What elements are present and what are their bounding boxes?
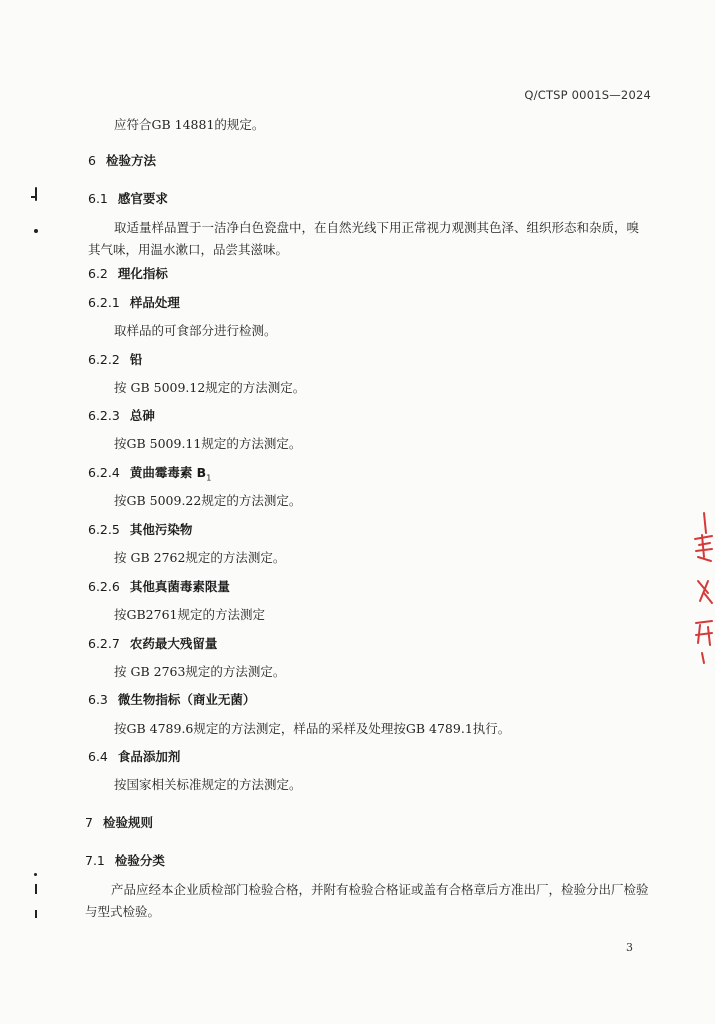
section-number: 7.1 <box>85 853 105 868</box>
binding-mark <box>35 910 37 918</box>
section-6-2-2-heading <box>88 350 142 368</box>
section-number: 6.1 <box>88 191 108 206</box>
section-6-2-heading <box>88 264 168 282</box>
section-6-2-1-heading <box>88 293 180 311</box>
section-title: 黄曲霉毒素 B <box>129 465 207 480</box>
page-number: 3 <box>626 941 633 954</box>
section-title: 农药最大残留量 <box>129 636 218 651</box>
section-6-1-heading <box>88 189 168 207</box>
section-number: 6.2.7 <box>88 636 120 651</box>
section-6-2-3-heading <box>88 406 155 424</box>
paragraph-continuation: 应符合GB 14881的规定。 <box>114 117 265 132</box>
section-number: 6 <box>88 153 96 168</box>
document-code: Q/CTSP 0001S—2024 <box>524 88 651 102</box>
paragraph-inspection-classification: 产品应经本企业质检部门检验合格，并附有检验合格证或盖有合格章后方准出厂，检验分出厂检验与型式检验。 <box>85 882 649 919</box>
section-number: 6.2.2 <box>88 352 120 367</box>
section-6-3-heading <box>88 690 255 708</box>
section-number: 6.2.6 <box>88 579 120 594</box>
paragraph-other-contaminants: 按 GB 2762规定的方法测定。 <box>114 550 286 565</box>
seal-stamp-icon <box>690 505 715 665</box>
section-title: 样品处理 <box>129 295 180 310</box>
binding-mark <box>34 873 37 876</box>
section-number: 6.3 <box>88 692 108 707</box>
binding-mark <box>35 884 37 894</box>
paragraph-arsenic: 按GB 5009.11规定的方法测定。 <box>114 436 302 451</box>
section-title: 感官要求 <box>117 191 168 206</box>
section-6-2-5-heading <box>88 520 192 538</box>
section-number: 6.4 <box>88 749 108 764</box>
paragraph-sensory: 取适量样品置于一洁净白色瓷盘中，在自然光线下用正常视力观测其色泽、组织形态和杂质，嗅其气味，用温水漱口，品尝其滋味。 <box>88 220 640 257</box>
section-number: 7 <box>85 815 93 830</box>
section-6-2-6-heading <box>88 577 230 595</box>
section-number: 6.2.4 <box>88 465 120 480</box>
section-title: 其他污染物 <box>129 522 193 537</box>
section-number: 6.2.3 <box>88 408 120 423</box>
section-title: 铅 <box>129 352 143 367</box>
binding-mark <box>35 187 37 201</box>
section-6-2-7-heading <box>88 634 217 652</box>
paragraph-aflatoxin: 按GB 5009.22规定的方法测定。 <box>114 493 302 508</box>
section-title: 总砷 <box>129 408 155 423</box>
binding-mark <box>31 196 35 198</box>
paragraph-additives: 按国家相关标准规定的方法测定。 <box>114 777 302 792</box>
paragraph-lead: 按 GB 5009.12规定的方法测定。 <box>114 380 306 395</box>
paragraph-mycotoxins: 按GB2761规定的方法测定 <box>114 607 265 622</box>
section-title: 检验规则 <box>102 815 153 830</box>
section-number: 6.2.1 <box>88 295 120 310</box>
binding-mark <box>34 229 38 233</box>
section-title: 其他真菌毒素限量 <box>129 579 230 594</box>
section-title: 微生物指标（商业无菌） <box>117 692 256 707</box>
paragraph-pesticides: 按 GB 2763规定的方法测定。 <box>114 664 286 679</box>
subscript: 1 <box>206 473 212 483</box>
section-7-heading <box>85 813 153 831</box>
section-title: 检验方法 <box>105 153 156 168</box>
paragraph-sample-handling: 取样品的可食部分进行检测。 <box>114 323 277 338</box>
paragraph-microbiology: 按GB 4789.6规定的方法测定，样品的采样及处理按GB 4789.1执行。 <box>114 721 511 736</box>
section-6-heading <box>88 151 156 169</box>
section-6-4-heading <box>88 747 180 765</box>
section-title: 理化指标 <box>117 266 168 281</box>
section-title: 检验分类 <box>114 853 165 868</box>
section-7-1-heading <box>85 851 165 869</box>
section-number: 6.2.5 <box>88 522 120 537</box>
section-6-2-4-heading <box>88 463 211 483</box>
section-number: 6.2 <box>88 266 108 281</box>
section-title: 食品添加剂 <box>117 749 181 764</box>
